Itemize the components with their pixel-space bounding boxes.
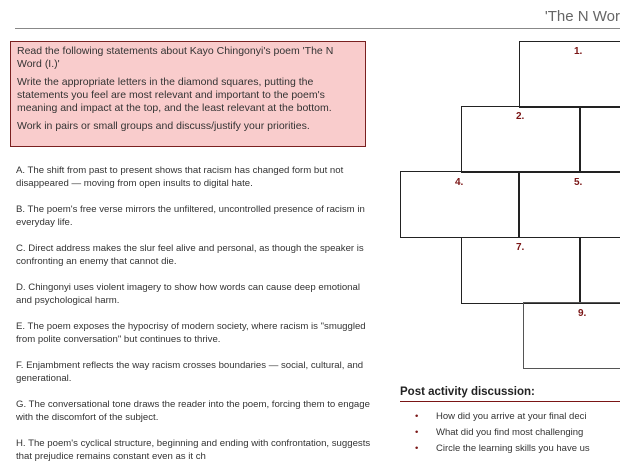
instruction-2: Write the appropriate letters in the diamond squares, putting the statements you feel are most relevant and important to the poem's meaning and impact at the top, and the least relevant at the bottom. [17, 76, 332, 114]
statement-c: C. Direct address makes the slur feel alive and personal, as though the speaker is confronting an enemy that cannot die. [16, 243, 364, 267]
statement-h: H. The poem's cyclical structure, beginning and ending with confrontation, suggests that prejudice remains constant even as it ch [16, 438, 371, 462]
bullet-text: How did you arrive at your final deci [436, 411, 587, 422]
diamond-box-8[interactable] [579, 237, 620, 304]
header-rule [15, 28, 620, 29]
diamond-box-1[interactable] [519, 41, 620, 108]
box-label-2: 2. [516, 111, 525, 122]
bullet-text: What did you find most challenging [436, 427, 584, 438]
bullet-text: Circle the learning skills you have us [436, 443, 590, 454]
diamond-box-9[interactable] [523, 302, 620, 369]
instruction-3: Work in pairs or small groups and discuss/justify your priorities. [17, 120, 310, 132]
statement-e: E. The poem exposes the hypocrisy of modern society, where racism is "smuggled from polite conversation" but continues to thrive. [16, 321, 366, 345]
statement-a: A. The shift from past to present shows that racism has changed form but not disappeared — moving from open insults to digital hate. [16, 165, 344, 189]
box-label-5: 5. [574, 177, 583, 188]
discussion-bullet [418, 443, 620, 454]
instructions-box [10, 41, 366, 147]
box-label-1: 1. [574, 46, 583, 57]
diamond-box-3[interactable] [579, 106, 620, 173]
statement-b: B. The poem's free verse mirrors the unfiltered, uncontrolled presence of racism in everyday life. [16, 204, 365, 228]
document-header-title: 'The N Wor [544, 8, 620, 25]
statement-g: G. The conversational tone draws the reader into the poem, forcing them to engage with the discomfort of the subject. [16, 399, 370, 423]
discussion-bullet [418, 411, 620, 422]
discussion-bullet [418, 427, 620, 438]
instruction-1: Read the following statements about Kayo Chingonyi's poem 'The N Word (I.)' [17, 45, 334, 70]
statement-f: F. Enjambment reflects the way racism crosses boundaries — social, cultural, and generational. [16, 360, 364, 384]
box-label-4: 4. [455, 177, 464, 188]
box-label-9: 9. [578, 308, 587, 319]
post-activity-title: Post activity discussion: [400, 386, 535, 398]
post-activity-rule [400, 401, 620, 402]
box-label-7: 7. [516, 242, 525, 253]
statement-d: D. Chingonyi uses violent imagery to show how words can cause deep emotional and psychological harm. [16, 282, 360, 306]
diamond-box-5[interactable] [518, 171, 620, 238]
